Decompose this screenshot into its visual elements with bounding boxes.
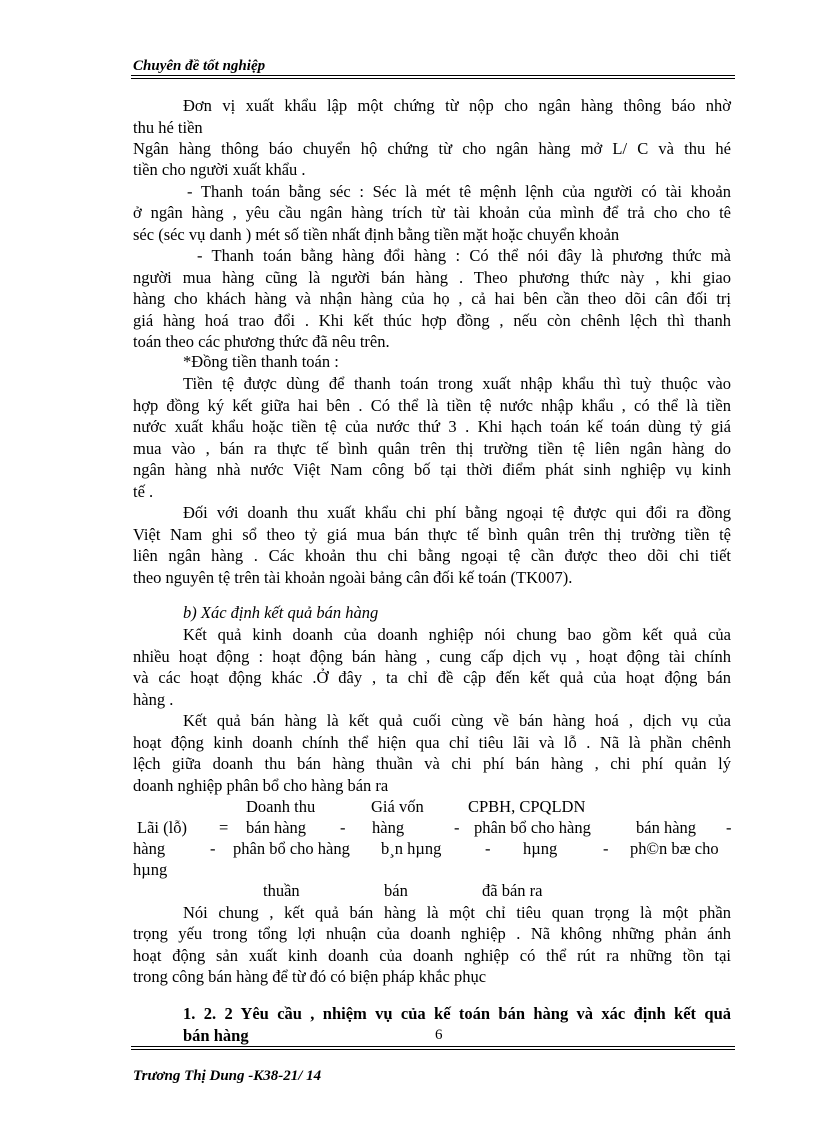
paragraph-line: Ngân hàng thông báo chuyển hộ chứng từ cho ngân hàng mở L/ C và thu hé [133,139,731,158]
section-heading-continued: bán hàng [183,1026,249,1045]
paragraph-line: theo nguyên tệ trên tài khoản ngoài bảng cân đối kế toán (TK007). [133,568,573,587]
footer-author: Trương Thị Dung -K38-21/ 14 [133,1068,322,1084]
formula-term: thuần [263,881,300,900]
paragraph-line: liên ngân hàng . Các khoản thu chi bằng ngoại tệ cần được theo dõi chi tiết [133,546,731,565]
formula-term: phân bổ cho hàng [233,839,350,858]
formula-term: Doanh thu [246,797,316,816]
paragraph-line: toán theo các phương thức đã nêu trên. [133,332,390,351]
header-rule-bottom [131,78,735,79]
formula-term: phân bổ cho hàng [474,818,591,837]
formula-operator: - [210,839,216,858]
paragraph-line: - Thanh toán bằng hàng đổi hàng : Có thể nói đây là phương thức mà [197,246,731,265]
formula-term: Lãi (lỗ) [137,818,187,837]
paragraph-line: Kết quả bán hàng là kết quả cuối cùng về bán hàng hoá , dịch vụ của [183,711,731,730]
paragraph-line: séc (séc vụ danh ) mét số tiền nhất định bằng tiền mặt hoặc chuyển khoản [133,225,620,244]
paragraph-line: Đối với doanh thu xuất khẩu chi phí bằng ngoại tệ được qui đổi ra đồng [183,503,731,522]
paragraph-line: hàng . [133,690,174,709]
paragraph-line: mua vào , bán ra thực tế bình quân trên thị trường tiền tệ liên ngân hàng do [133,439,731,458]
paragraph-line: nước xuất khẩu hoặc tiền tệ của nước thứ 3 . Khi hạch toán kế toán dùng tỷ giá [133,417,731,436]
paragraph-line: ngân hàng nhà nước Việt Nam công bố tại thời điểm phát sinh nghiệp vụ kinh [133,460,731,479]
paragraph-line: giá hàng hoá trao đổi . Khi kết thúc hợp đồng , nếu còn chênh lệch thì thanh [133,311,731,330]
paragraph-line: người mua hàng cũng là người bán hàng . Theo phương thức này , khi giao [133,268,731,287]
formula-operator: - [454,818,460,837]
paragraph-line: doanh nghiệp phân bổ cho hàng bán ra [133,776,389,795]
formula-operator: - [340,818,346,837]
formula-term: hàng [372,818,405,837]
formula-term: Giá vốn [371,797,424,816]
header-rule-top [131,75,735,76]
formula-term: đã bán ra [482,881,543,900]
formula-term: bán hàng [636,818,697,837]
paragraph-line: trong công bán hàng để từ đó có biện pháp khắc phục [133,967,487,986]
formula-term: hµng [523,839,558,858]
paragraph-line: thu hé tiền [133,118,203,137]
paragraph-line: hoạt động sản xuất kinh doanh của doanh nghiệp có thể rút ra những tồn tại [133,946,731,965]
paragraph-line: Tiền tệ được dùng để thanh toán trong xuất nhập khẩu thì tuỳ thuộc vào [183,374,731,393]
paragraph-line: tế . [133,482,154,501]
formula-operator: - [603,839,609,858]
document-header-title: Chuyên đề tốt nghiệp [133,58,266,74]
formula-term: b¸n hµng [381,839,442,858]
formula-term: bán hàng [246,818,307,837]
footer-rule-top [131,1046,735,1047]
paragraph-line: nhiều hoạt động : hoạt động bán hàng , cung cấp dịch vụ , hoạt động tài chính [133,647,731,666]
paragraph-line: hàng cho khách hàng và nhận hàng của họ , cả hai bên cần theo dõi cân đối trị [133,289,731,308]
section-heading: 1. 2. 2 Yêu cầu , nhiệm vụ của kế toán bán hàng và xác định kết quả [183,1004,731,1023]
formula-term: CPBH, CPQLDN [468,797,586,816]
paragraph-line: hợp đồng ký kết giữa hai bên . Có thể là tiền tệ nước nhập khẩu , có thể là tiền [133,396,731,415]
formula-operator: - [726,818,732,837]
footer-rule-bottom [131,1049,735,1050]
formula-operator: - [485,839,491,858]
formula-term: hàng [133,839,166,858]
formula-term: bán [384,881,408,900]
paragraph-line: Nói chung , kết quả bán hàng là một chỉ tiêu quan trọng là một phần [183,903,731,922]
subsection-heading: b) Xác định kết quả bán hàng [183,603,379,622]
paragraph-line: tiền cho người xuất khẩu . [133,160,306,179]
paragraph-line: - Thanh toán bằng séc : Séc là mét tê mệnh lệnh của người có tài khoản [187,182,731,201]
formula-term: hµng [133,860,168,879]
paragraph-line: Kết quả kinh doanh của doanh nghiệp nói chung bao gồm kết quả của [183,625,731,644]
formula-term: ph©n bæ cho [630,839,719,858]
paragraph-line: Đơn vị xuất khẩu lập một chứng từ nộp cho ngân hàng thông báo nhờ [183,96,731,115]
paragraph-line: và các hoạt động khác .Ở đây , ta chỉ đề cập đến kết quả của hoạt động bán [133,668,731,687]
paragraph-line: ở ngân hàng , yêu cầu ngân hàng trích từ tài khoản của mình để trả cho cho tê [133,203,731,222]
paragraph-line: Việt Nam ghi sổ theo tỷ giá mua bán thực tế bình quân trên thị trường tiền tệ [133,525,731,544]
paragraph-line: *Đồng tiền thanh toán : [183,352,339,371]
formula-operator: = [219,818,229,837]
paragraph-line: hoạt động kinh doanh chính thể hiện qua chỉ tiêu lãi và lỗ . Nã là phần chênh [133,733,731,752]
page-number: 6 [435,1027,443,1043]
paragraph-line: trọng yếu trong tổng lợi nhuận của doanh nghiệp . Nã không những phản ánh [133,924,731,943]
paragraph-line: lệch giữa doanh thu bán hàng thuần và chi phí bán hàng , chi phí quản lý [133,754,731,773]
